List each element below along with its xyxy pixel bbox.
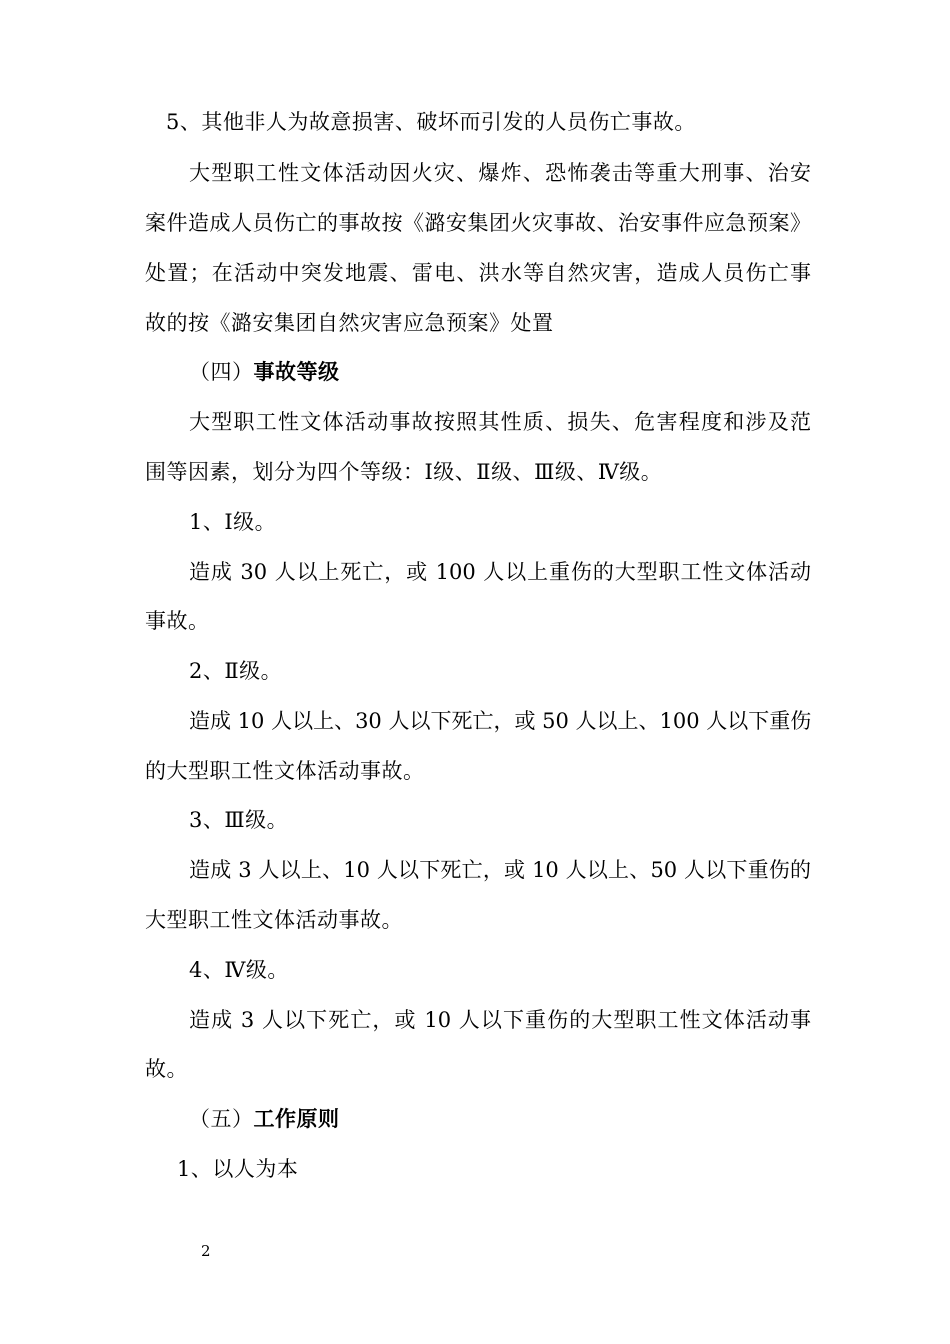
heading-prefix: （五） [189, 1107, 254, 1131]
paragraph-line: 处置；在活动中突发地震、雷电、洪水等自然灾害，造成人员伤亡事 [145, 261, 811, 285]
paragraph-line: 故。 [145, 1057, 188, 1081]
paragraph-line: 故的按《潞安集团自然灾害应急预案》处置 [145, 311, 554, 335]
heading-text: 事故等级 [253, 360, 340, 384]
level-item-heading: 4、Ⅳ级。 [189, 958, 289, 982]
paragraph-line: 案件造成人员伤亡的事故按《潞安集团火灾事故、治安事件应急预案》 [145, 211, 811, 235]
paragraph-line: 事故。 [145, 609, 210, 633]
paragraph-line: 造成 30 人以上死亡，或 100 人以上重伤的大型职工性文体活动 [189, 560, 811, 584]
level-item-heading: 3、Ⅲ级。 [189, 808, 289, 832]
section-heading-accident-levels [189, 358, 340, 386]
level-item-heading: 2、Ⅱ级。 [189, 659, 283, 683]
heading-text: 工作原则 [253, 1107, 340, 1131]
heading-prefix: （四） [189, 360, 254, 384]
paragraph-line: 大型职工性文体活动事故按照其性质、损失、危害程度和涉及范 [189, 410, 811, 434]
page-number: 2 [201, 1242, 211, 1260]
paragraph-line: 大型职工性文体活动因火灾、爆炸、恐怖袭击等重大刑事、治安 [189, 161, 811, 185]
paragraph-line: 1、以人为本 [177, 1157, 299, 1181]
paragraph-line: 造成 3 人以上、10 人以下死亡，或 10 人以上、50 人以下重伤的 [189, 858, 811, 882]
paragraph-line: 围等因素，划分为四个等级：Ⅰ级、Ⅱ级、Ⅲ级、Ⅳ级。 [145, 460, 663, 484]
paragraph-line: 5、其他非人为故意损害、破坏而引发的人员伤亡事故。 [166, 110, 696, 134]
section-heading-work-principles [189, 1105, 340, 1133]
paragraph-line: 大型职工性文体活动事故。 [145, 908, 403, 932]
paragraph-line: 造成 3 人以下死亡，或 10 人以下重伤的大型职工性文体活动事 [189, 1008, 811, 1032]
paragraph-line: 的大型职工性文体活动事故。 [145, 759, 425, 783]
level-item-heading: 1、Ⅰ级。 [189, 510, 277, 534]
paragraph-line: 造成 10 人以上、30 人以下死亡，或 50 人以上、100 人以下重伤 [189, 709, 812, 733]
